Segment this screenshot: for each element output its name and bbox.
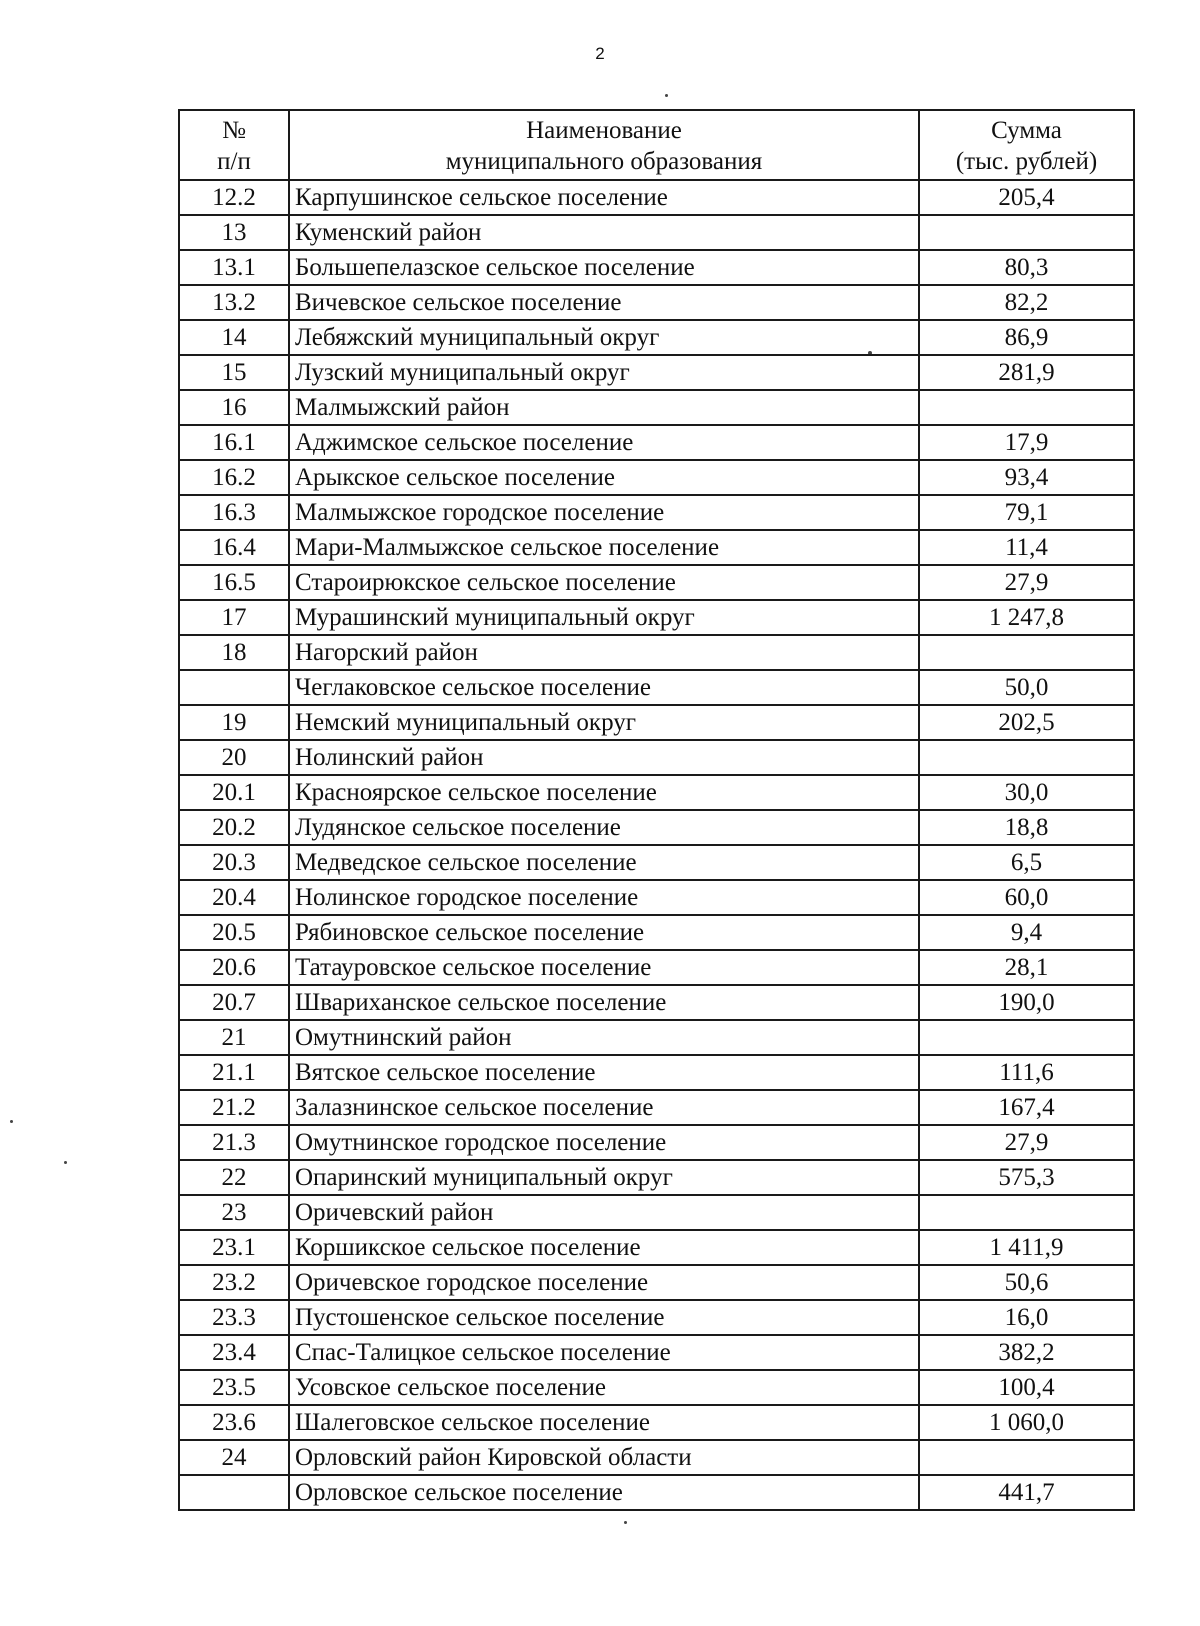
- sum-cell: 80,3: [919, 250, 1134, 285]
- row-number-cell: 23.6: [179, 1405, 289, 1440]
- municipality-name-cell: Нагорский район: [289, 635, 919, 670]
- table-row: [179, 495, 1134, 530]
- table-row: [179, 1195, 1134, 1230]
- municipality-name-cell: Малмыжский район: [289, 390, 919, 425]
- municipality-name-cell: Большепелазское сельское поселение: [289, 250, 919, 285]
- table-row: [179, 670, 1134, 705]
- row-number-cell: 20.1: [179, 775, 289, 810]
- row-number-cell: 16.2: [179, 460, 289, 495]
- row-number-cell: 20.5: [179, 915, 289, 950]
- municipality-name-cell: Лудянское сельское поселение: [289, 810, 919, 845]
- row-number-cell: 12.2: [179, 180, 289, 215]
- header-num-line2: п/п: [217, 148, 251, 175]
- row-number-cell: 18: [179, 635, 289, 670]
- sum-cell: 82,2: [919, 285, 1134, 320]
- header-num: [179, 110, 289, 180]
- municipality-name-cell: Лебяжский муниципальный округ: [289, 320, 919, 355]
- table-row: [179, 845, 1134, 880]
- row-number-cell: 23.3: [179, 1300, 289, 1335]
- row-number-cell: 23.4: [179, 1335, 289, 1370]
- sum-cell: 205,4: [919, 180, 1134, 215]
- sum-cell: 9,4: [919, 915, 1134, 950]
- scan-speck: [10, 1120, 13, 1123]
- table-row: [179, 390, 1134, 425]
- table-row: [179, 635, 1134, 670]
- sum-cell: 575,3: [919, 1160, 1134, 1195]
- municipality-name-cell: Омутнинский район: [289, 1020, 919, 1055]
- row-number-cell: 20.4: [179, 880, 289, 915]
- page-number: 2: [595, 44, 605, 63]
- row-number-cell: 20.2: [179, 810, 289, 845]
- sum-cell: [919, 1195, 1134, 1230]
- row-number-cell: 20.7: [179, 985, 289, 1020]
- table-row: [179, 880, 1134, 915]
- sum-cell: 202,5: [919, 705, 1134, 740]
- sum-cell: 30,0: [919, 775, 1134, 810]
- table-row: [179, 1090, 1134, 1125]
- municipality-name-cell: Мари-Малмыжское сельское поселение: [289, 530, 919, 565]
- row-number-cell: 16.3: [179, 495, 289, 530]
- header-sum-line1: Сумма: [991, 117, 1062, 144]
- sum-cell: [919, 635, 1134, 670]
- row-number-cell: 13.2: [179, 285, 289, 320]
- row-number-cell: 19: [179, 705, 289, 740]
- table-row: [179, 1370, 1134, 1405]
- row-number-cell: 16: [179, 390, 289, 425]
- sum-cell: [919, 740, 1134, 775]
- header-name: [289, 110, 919, 180]
- municipality-name-cell: Залазнинское сельское поселение: [289, 1090, 919, 1125]
- sum-cell: 1 060,0: [919, 1405, 1134, 1440]
- scan-speck: [624, 1521, 627, 1524]
- row-number-cell: 17: [179, 600, 289, 635]
- municipality-name-cell: Арыкское сельское поселение: [289, 460, 919, 495]
- row-number-cell: 13.1: [179, 250, 289, 285]
- table-row: [179, 985, 1134, 1020]
- table-row: [179, 460, 1134, 495]
- row-number-cell: 21.3: [179, 1125, 289, 1160]
- municipality-name-cell: Нолинское городское поселение: [289, 880, 919, 915]
- municipality-name-cell: Орловский район Кировской области: [289, 1440, 919, 1475]
- sum-cell: 281,9: [919, 355, 1134, 390]
- table-row: [179, 1265, 1134, 1300]
- row-number-cell: 21: [179, 1020, 289, 1055]
- table-row: [179, 775, 1134, 810]
- table-row: [179, 1335, 1134, 1370]
- table-row: [179, 1475, 1134, 1510]
- row-number-cell: 23.5: [179, 1370, 289, 1405]
- sum-cell: 93,4: [919, 460, 1134, 495]
- row-number-cell: 16.5: [179, 565, 289, 600]
- table-row: [179, 565, 1134, 600]
- municipality-name-cell: Рябиновское сельское поселение: [289, 915, 919, 950]
- scan-speck: [665, 94, 668, 97]
- sum-cell: 167,4: [919, 1090, 1134, 1125]
- table-row: [179, 950, 1134, 985]
- sum-cell: 382,2: [919, 1335, 1134, 1370]
- sum-cell: 27,9: [919, 1125, 1134, 1160]
- sum-cell: 17,9: [919, 425, 1134, 460]
- table-row: [179, 215, 1134, 250]
- table-row: [179, 740, 1134, 775]
- table-row: [179, 1405, 1134, 1440]
- table-row: [179, 530, 1134, 565]
- municipality-name-cell: Лузский муниципальный округ: [289, 355, 919, 390]
- municipality-name-cell: Красноярское сельское поселение: [289, 775, 919, 810]
- table-row: [179, 320, 1134, 355]
- table-row: [179, 1055, 1134, 1090]
- municipality-name-cell: Мурашинский муниципальный округ: [289, 600, 919, 635]
- municipality-name-cell: Опаринский муниципальный округ: [289, 1160, 919, 1195]
- sum-cell: 60,0: [919, 880, 1134, 915]
- row-number-cell: [179, 670, 289, 705]
- table-row: [179, 1160, 1134, 1195]
- municipality-name-cell: Медведское сельское поселение: [289, 845, 919, 880]
- sum-cell: 27,9: [919, 565, 1134, 600]
- sum-cell: 441,7: [919, 1475, 1134, 1510]
- sum-cell: [919, 390, 1134, 425]
- municipality-name-cell: Староирюкское сельское поселение: [289, 565, 919, 600]
- table-row: [179, 180, 1134, 215]
- header-num-line1: №: [222, 117, 246, 144]
- sum-cell: 111,6: [919, 1055, 1134, 1090]
- sum-cell: [919, 1020, 1134, 1055]
- municipality-name-cell: Коршикское сельское поселение: [289, 1230, 919, 1265]
- row-number-cell: 23.1: [179, 1230, 289, 1265]
- sum-cell: 190,0: [919, 985, 1134, 1020]
- table-row: [179, 285, 1134, 320]
- municipality-name-cell: Оричевский район: [289, 1195, 919, 1230]
- municipality-name-cell: Немский муниципальный округ: [289, 705, 919, 740]
- sum-cell: 86,9: [919, 320, 1134, 355]
- table-row: [179, 600, 1134, 635]
- municipality-name-cell: Аджимское сельское поселение: [289, 425, 919, 460]
- row-number-cell: 22: [179, 1160, 289, 1195]
- row-number-cell: 21.1: [179, 1055, 289, 1090]
- header-name-line1: Наименование: [526, 117, 682, 144]
- sum-cell: 79,1: [919, 495, 1134, 530]
- row-number-cell: 16.4: [179, 530, 289, 565]
- municipality-name-cell: Омутнинское городское поселение: [289, 1125, 919, 1160]
- municipality-name-cell: Нолинский район: [289, 740, 919, 775]
- table-row: [179, 810, 1134, 845]
- row-number-cell: 20.3: [179, 845, 289, 880]
- table-row: [179, 915, 1134, 950]
- row-number-cell: 16.1: [179, 425, 289, 460]
- table-row: [179, 1230, 1134, 1265]
- municipality-name-cell: Спас-Талицкое сельское поселение: [289, 1335, 919, 1370]
- sum-cell: 50,6: [919, 1265, 1134, 1300]
- municipality-name-cell: Швариханское сельское поселение: [289, 985, 919, 1020]
- municipality-name-cell: Орловское сельское поселение: [289, 1475, 919, 1510]
- municipality-name-cell: Вичевское сельское поселение: [289, 285, 919, 320]
- municipality-name-cell: Оричевское городское поселение: [289, 1265, 919, 1300]
- scan-speck: [64, 1161, 67, 1164]
- municipality-name-cell: Усовское сельское поселение: [289, 1370, 919, 1405]
- row-number-cell: 14: [179, 320, 289, 355]
- sum-cell: 1 411,9: [919, 1230, 1134, 1265]
- table-row: [179, 425, 1134, 460]
- municipality-name-cell: Пустошенское сельское поселение: [289, 1300, 919, 1335]
- table-row: [179, 1125, 1134, 1160]
- sum-cell: [919, 1440, 1134, 1475]
- municipality-name-cell: Малмыжское городское поселение: [289, 495, 919, 530]
- municipality-name-cell: Карпушинское сельское поселение: [289, 180, 919, 215]
- table-header-row: [179, 110, 1134, 180]
- row-number-cell: 23.2: [179, 1265, 289, 1300]
- row-number-cell: 15: [179, 355, 289, 390]
- row-number-cell: 24: [179, 1440, 289, 1475]
- sum-cell: [919, 215, 1134, 250]
- table-row: [179, 705, 1134, 740]
- header-sum-line2: (тыс. рублей): [955, 148, 1098, 175]
- row-number-cell: 20: [179, 740, 289, 775]
- table-row: [179, 1300, 1134, 1335]
- municipality-name-cell: Куменский район: [289, 215, 919, 250]
- sum-cell: 18,8: [919, 810, 1134, 845]
- sum-cell: 6,5: [919, 845, 1134, 880]
- municipality-name-cell: Шалеговское сельское поселение: [289, 1405, 919, 1440]
- sum-cell: 11,4: [919, 530, 1134, 565]
- sum-cell: 100,4: [919, 1370, 1134, 1405]
- row-number-cell: [179, 1475, 289, 1510]
- sum-cell: 16,0: [919, 1300, 1134, 1335]
- municipality-name-cell: Вятское сельское поселение: [289, 1055, 919, 1090]
- row-number-cell: 13: [179, 215, 289, 250]
- header-sum: [919, 110, 1134, 180]
- row-number-cell: 21.2: [179, 1090, 289, 1125]
- table-row: [179, 250, 1134, 285]
- row-number-cell: 23: [179, 1195, 289, 1230]
- row-number-cell: 20.6: [179, 950, 289, 985]
- municipality-name-cell: Татауровское сельское поселение: [289, 950, 919, 985]
- table-row: [179, 1020, 1134, 1055]
- sum-cell: 1 247,8: [919, 600, 1134, 635]
- municipal-sums-table: [178, 109, 1135, 1511]
- sum-cell: 28,1: [919, 950, 1134, 985]
- sum-cell: 50,0: [919, 670, 1134, 705]
- table-row: [179, 355, 1134, 390]
- header-name-line2: муниципального образования: [445, 148, 763, 175]
- table-row: [179, 1440, 1134, 1475]
- municipality-name-cell: Чеглаковское сельское поселение: [289, 670, 919, 705]
